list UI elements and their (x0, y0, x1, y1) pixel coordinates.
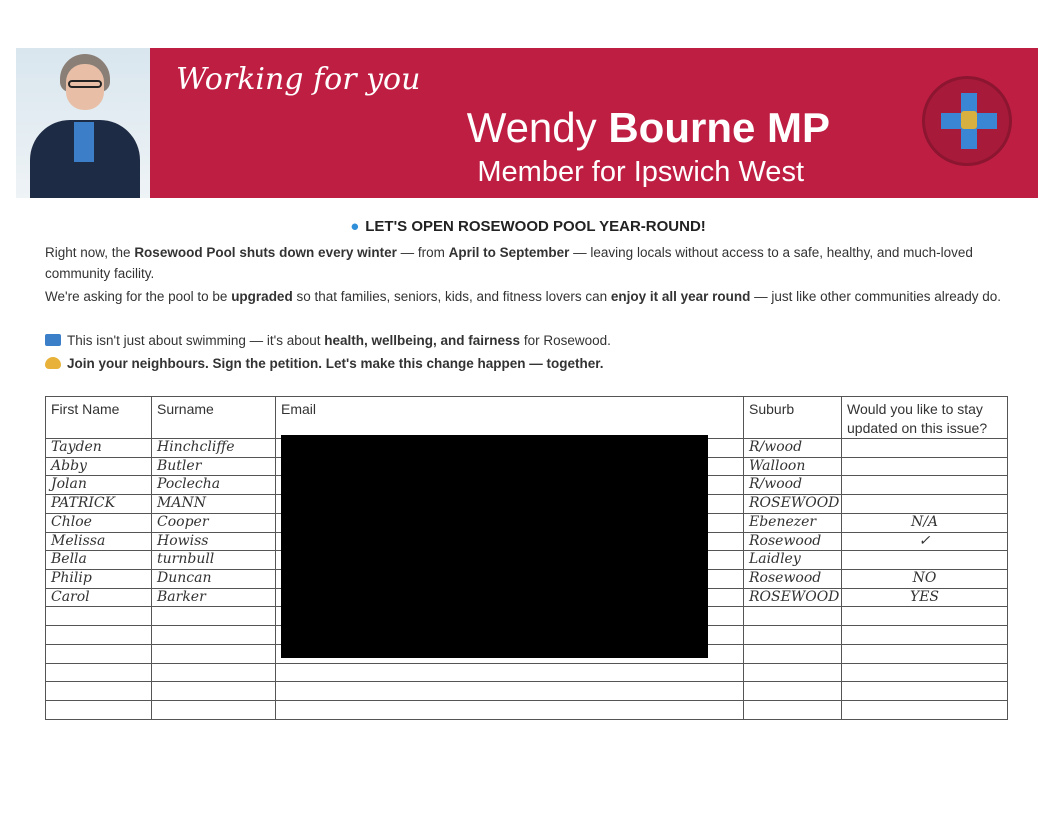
table-cell (842, 457, 1008, 476)
text-run: — leaving locals without access to a safe, healthy, and much-loved community facility. (45, 245, 973, 281)
text-run: health, wellbeing, and fairness (324, 333, 521, 348)
table-cell (46, 626, 152, 645)
text-run: for Rosewood. (520, 333, 611, 348)
swimmer-icon (45, 334, 61, 346)
petition-heading: ● LET'S OPEN ROSEWOOD POOL YEAR-ROUND! (350, 218, 706, 235)
column-header: Email (276, 397, 744, 439)
table-cell: MANN (152, 495, 276, 514)
table-cell (276, 682, 744, 701)
paragraph-3 (45, 330, 1015, 351)
column-header: First Name (46, 397, 152, 439)
paragraph-4 (45, 353, 1015, 374)
table-cell: Butler (152, 457, 276, 476)
paragraph-1 (45, 242, 1015, 284)
table-cell (152, 644, 276, 663)
table-cell: Barker (152, 588, 276, 607)
text-run: — from (396, 245, 449, 260)
table-cell (46, 607, 152, 626)
table-row (46, 701, 1008, 720)
table-cell: ROSEWOOD (744, 588, 842, 607)
paragraph-2 (45, 286, 1015, 307)
table-cell: Philip (46, 570, 152, 589)
table-cell (46, 701, 152, 720)
table-cell: Howiss (152, 532, 276, 551)
table-cell: turnbull (152, 551, 276, 570)
table-cell: Poclecha (152, 476, 276, 495)
table-cell (152, 682, 276, 701)
redacted-email-block (281, 435, 708, 658)
table-cell (842, 476, 1008, 495)
text-run: Join your neighbours. Sign the petition. Let's make this change happen — together. (67, 356, 604, 371)
table-cell (842, 626, 1008, 645)
table-cell (744, 644, 842, 663)
table-cell: Cooper (152, 513, 276, 532)
text-run: — just like other communities already do. (750, 289, 1001, 304)
table-cell (46, 663, 152, 682)
text-run: April to September (448, 245, 570, 260)
text-run: Rosewood Pool shuts down every winter (134, 245, 397, 260)
table-cell (46, 644, 152, 663)
table-cell: Walloon (744, 457, 842, 476)
table-cell (744, 626, 842, 645)
text-run: We're asking for the pool to be (45, 289, 232, 304)
column-header: Surname (152, 397, 276, 439)
table-cell (152, 701, 276, 720)
table-cell: ROSEWOOD (744, 495, 842, 514)
table-cell (842, 495, 1008, 514)
table-cell: Rosewood (744, 570, 842, 589)
table-cell (152, 607, 276, 626)
table-cell: ✓ (842, 532, 1008, 551)
table-cell: R/wood (744, 439, 842, 458)
working-for-you-script: Working for you (176, 62, 421, 97)
table-cell: N/A (842, 513, 1008, 532)
table-cell: Melissa (46, 532, 152, 551)
table-cell (842, 439, 1008, 458)
table-cell (842, 644, 1008, 663)
table-cell: Duncan (152, 570, 276, 589)
table-cell: Abby (46, 457, 152, 476)
table-cell (744, 701, 842, 720)
header-banner (150, 48, 1038, 198)
text-run: upgraded (231, 289, 293, 304)
table-cell (842, 551, 1008, 570)
table-cell (152, 663, 276, 682)
text-run: so that families, seniors, kids, and fitness lovers can (292, 289, 611, 304)
text-run: enjoy it all year round (610, 289, 751, 304)
table-cell: PATRICK (46, 495, 152, 514)
table-cell: Tayden (46, 439, 152, 458)
table-cell: YES (842, 588, 1008, 607)
column-header: Would you like to stay updated on this issue? (842, 397, 1008, 439)
table-cell: Carol (46, 588, 152, 607)
table-cell (744, 607, 842, 626)
table-cell (276, 663, 744, 682)
table-cell (152, 626, 276, 645)
mp-photo (16, 48, 150, 198)
table-row (46, 663, 1008, 682)
table-cell: Rosewood (744, 532, 842, 551)
table-cell (842, 682, 1008, 701)
table-cell: R/wood (744, 476, 842, 495)
table-row (46, 682, 1008, 701)
mp-name: Wendy Bourne MP (466, 104, 830, 151)
table-cell (276, 701, 744, 720)
table-cell (744, 682, 842, 701)
table-cell (744, 663, 842, 682)
table-cell: NO (842, 570, 1008, 589)
table-cell (842, 663, 1008, 682)
raised-hand-icon (45, 357, 61, 369)
table-cell (46, 682, 152, 701)
queensland-crest-icon (922, 76, 1012, 166)
table-cell: Bella (46, 551, 152, 570)
table-cell (842, 701, 1008, 720)
table-cell: Ebenezer (744, 513, 842, 532)
table-cell: Chloe (46, 513, 152, 532)
table-cell: Hinchcliffe (152, 439, 276, 458)
table-cell: Jolan (46, 476, 152, 495)
column-header: Suburb (744, 397, 842, 439)
electorate-subtitle: Member for Ipswich West (477, 156, 804, 188)
table-cell (842, 607, 1008, 626)
text-run: Right now, the (45, 245, 135, 260)
table-cell: Laidley (744, 551, 842, 570)
text-run: This isn't just about swimming — it's about (67, 333, 325, 348)
water-drop-icon: ● (350, 218, 360, 235)
